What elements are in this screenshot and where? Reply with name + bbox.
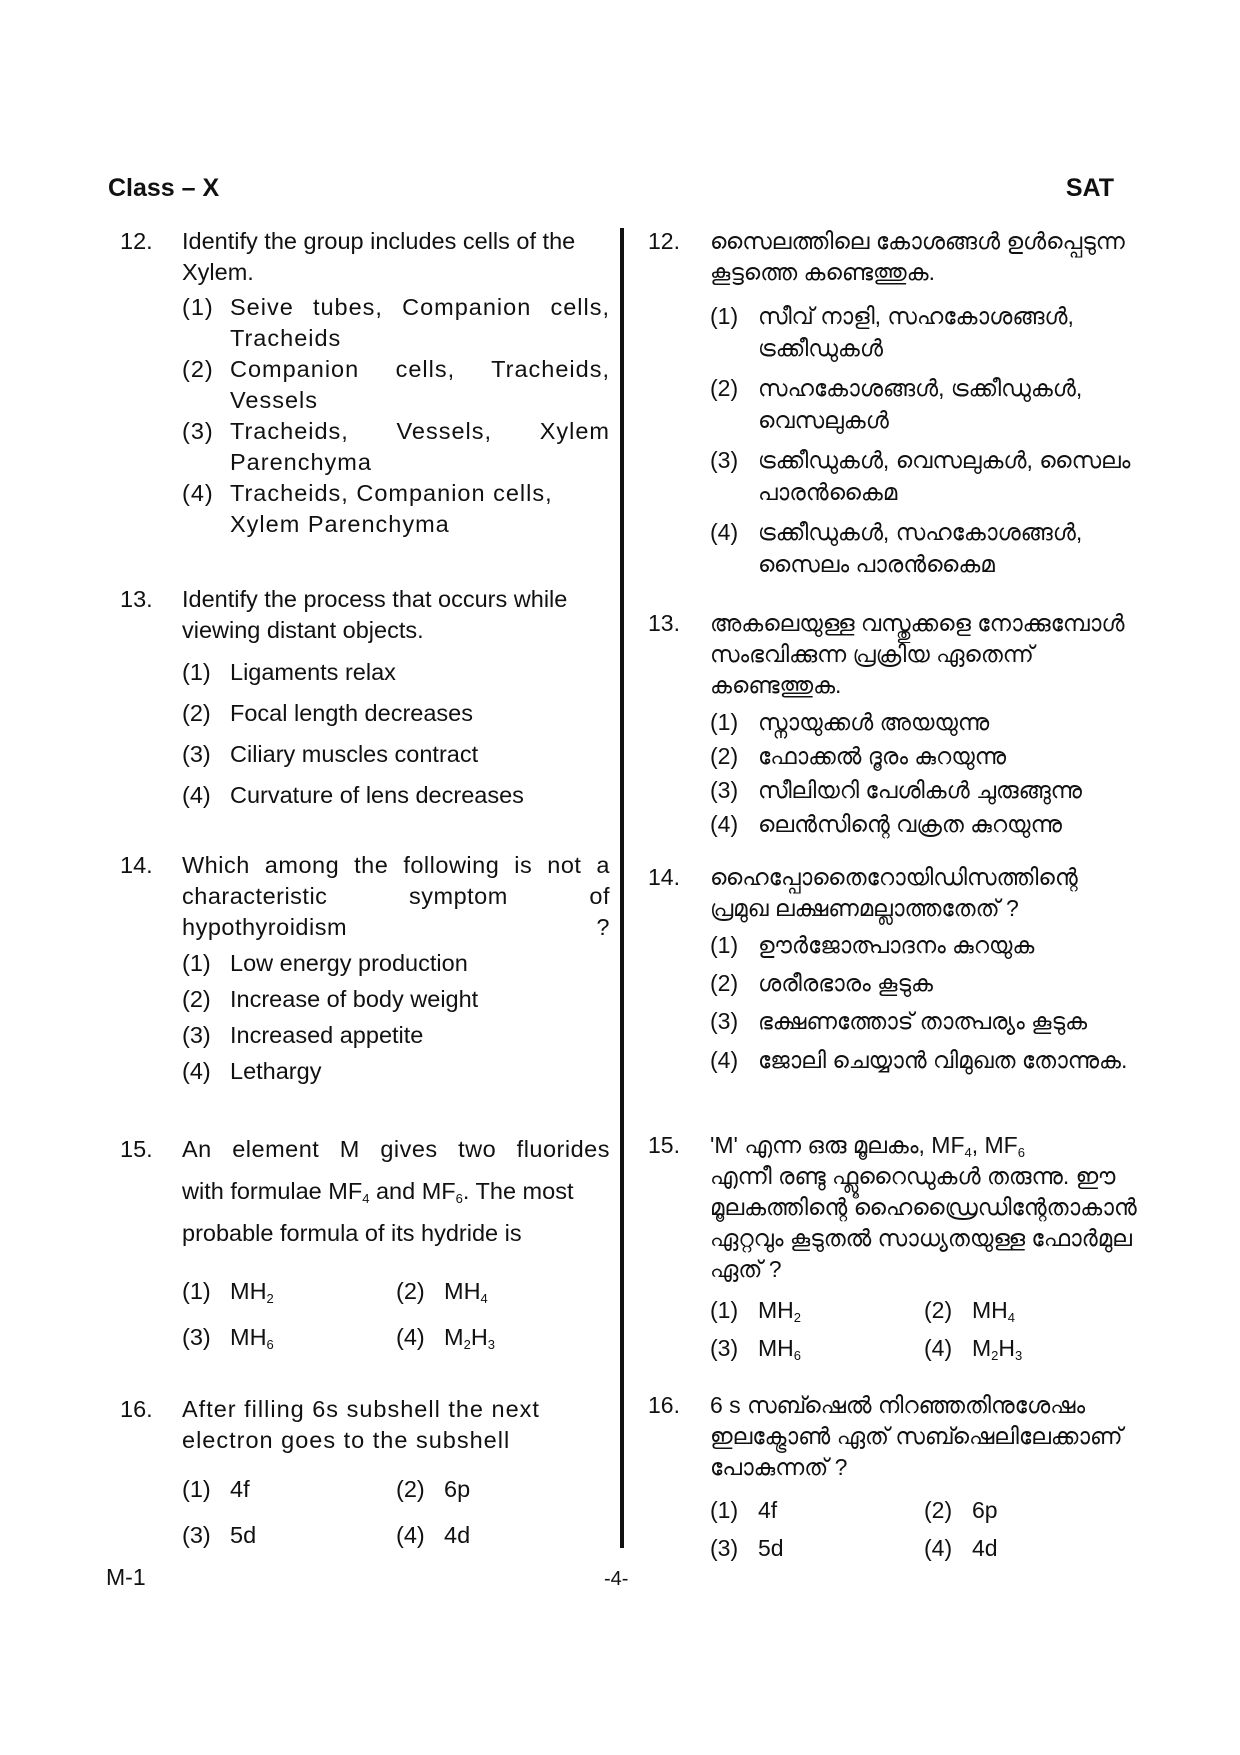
option-4: (4) ജോലി ചെയ്യാൻ വിമുഖത തോന്നുക. bbox=[710, 1047, 1128, 1073]
option-1: (1) സ്നായുക്കൾ അയയുന്നു bbox=[710, 709, 990, 735]
option-2: (2) $MH_4$ bbox=[396, 1278, 488, 1306]
option-4: (4) ലെൻസിന്റെ വക്രത കുറയുന്നു bbox=[710, 811, 1062, 837]
option-1: (1) $MH_2$ bbox=[182, 1278, 274, 1306]
option-3: (3) 5d bbox=[182, 1522, 257, 1548]
option-1: (1) Seive tubes, Companion cells, Tracheids bbox=[182, 294, 610, 351]
option-3: (3) ട്രക്കീഡുകൾ, വെസലുകൾ, സൈലം പാരൻകൈമ bbox=[710, 447, 1131, 505]
question-number: 13. bbox=[120, 586, 153, 612]
option-2: (2) Companion cells, Tracheids, Vessels bbox=[182, 356, 610, 413]
option-2: (2) 6p bbox=[924, 1497, 998, 1523]
question-stem: An element M gives two fluorides with formulae $MF_4$ and $MF_6$. The most probable formula of its hydride is bbox=[182, 1136, 610, 1246]
question-stem: Identify the process that occurs while viewing distant objects. bbox=[182, 586, 568, 643]
option-2: (2) Increase of body weight bbox=[182, 986, 479, 1012]
question-14-en bbox=[120, 850, 610, 1089]
question-number: 14. bbox=[648, 864, 680, 890]
question-13-ml bbox=[648, 608, 1138, 841]
question-stem: After filling 6s subshell the next electron goes to the subshell bbox=[182, 1396, 540, 1453]
class-header: Class – X bbox=[108, 174, 220, 202]
question-stem: Identify the group includes cells of the Xylem. bbox=[182, 228, 576, 285]
question-stem: Which among the following is not a characteristic symptom of hypothyroidism ? bbox=[182, 852, 610, 940]
question-number: 13. bbox=[648, 610, 680, 636]
option-4: (4) Tracheids, Companion cells, Xylem Parenchyma bbox=[182, 480, 553, 537]
option-4: (4) 4d bbox=[924, 1535, 998, 1561]
option-4: (4) $M_2H_3$ bbox=[396, 1324, 496, 1352]
question-stem: ഹൈപ്പോതൈറോയിഡിസത്തിന്റെ പ്രമുഖ ലക്ഷണമല്ലാത്തതേത് ? bbox=[710, 864, 1078, 921]
question-stem: 'M' എന്ന ഒരു മൂലകം, $MF_4$, $MF_6$ എന്നീ രണ്ടു ഫ്ലൂറൈഡുകൾ തരുന്നു. ഈ മൂലകത്തിന്റെ ഹൈഡ്രൈഡിന്റേതാകാൻ ഏറ്റവും കൂടുതൽ സാധ്യതയുള്ള ഫോർമുല ഏത് ? bbox=[710, 1132, 1137, 1282]
option-1: (1) 4f bbox=[182, 1476, 250, 1502]
option-4: (4) ട്രക്കീഡുകൾ, സഹകോശങ്ങൾ, സൈലം പാരൻകൈമ bbox=[710, 519, 1083, 577]
option-3: (3) $MH_6$ bbox=[182, 1324, 274, 1352]
question-number: 15. bbox=[648, 1132, 680, 1158]
question-16-ml bbox=[648, 1390, 1138, 1567]
option-1: (1) 4f bbox=[710, 1497, 778, 1523]
question-stem: അകലെയുള്ള വസ്തുക്കളെ നോക്കുമ്പോൾ സംഭവിക്കുന്ന പ്രക്രിയ ഏതെന്ന് കണ്ടെത്തുക. bbox=[710, 610, 1125, 698]
option-4: (4) 4d bbox=[396, 1522, 471, 1548]
option-2: (2) Focal length decreases bbox=[182, 700, 473, 726]
option-4: (4) $M_2H_3$ bbox=[924, 1335, 1023, 1363]
option-1: (1) സീവ് നാളി, സഹകോശങ്ങൾ, ട്രക്കീഡുകൾ bbox=[710, 303, 1074, 361]
question-12-en bbox=[120, 226, 610, 540]
paper-code: M-1 bbox=[106, 1564, 146, 1590]
option-1: (1) Ligaments relax bbox=[182, 659, 396, 685]
question-15-ml bbox=[648, 1130, 1138, 1367]
option-1: (1) Low energy production bbox=[182, 950, 468, 976]
column-divider bbox=[620, 228, 624, 1548]
question-15-en bbox=[120, 1128, 610, 1360]
option-4: (4) Curvature of lens decreases bbox=[182, 782, 524, 808]
question-number: 15. bbox=[120, 1136, 153, 1162]
option-3: (3) Ciliary muscles contract bbox=[182, 741, 479, 767]
option-2: (2) സഹകോശങ്ങൾ, ട്രക്കീഡുകൾ, വെസലുകൾ bbox=[710, 375, 1083, 433]
option-1: (1) ഊർജോത്പാദനം കുറയുക bbox=[710, 932, 1035, 958]
page-number: -4- bbox=[604, 1568, 629, 1590]
exam-header: SAT bbox=[1065, 174, 1114, 202]
question-14-ml bbox=[648, 862, 1138, 1076]
question-12-ml bbox=[648, 226, 1138, 580]
option-3: (3) $MH_6$ bbox=[710, 1335, 802, 1363]
option-2: (2) 6p bbox=[396, 1476, 471, 1502]
question-stem: സൈലത്തിലെ കോശങ്ങൾ ഉൾപ്പെടുന്ന കൂട്ടത്തെ കണ്ടെത്തുക. bbox=[710, 228, 1125, 285]
option-2: (2) ശരീരഭാരം കൂടുക bbox=[710, 970, 933, 996]
option-3: (3) ഭക്ഷണത്തോട് താത്പര്യം കൂടുക bbox=[710, 1008, 1088, 1034]
option-2: (2) ഫോക്കൽ ദൂരം കുറയുന്നു bbox=[710, 743, 1007, 769]
question-number: 16. bbox=[120, 1396, 153, 1422]
question-13-en bbox=[120, 584, 610, 816]
question-stem: 6 s സബ്ഷെൽ നിറഞ്ഞതിനുശേഷം ഇലക്ട്രോൺ ഏത് സബ്ഷെലിലേക്കാണ് പോകുന്നത് ? bbox=[710, 1392, 1123, 1480]
option-3: (3) Tracheids, Vessels, Xylem Parenchyma bbox=[182, 418, 610, 475]
question-16-en bbox=[120, 1394, 610, 1558]
option-1: (1) $MH_2$ bbox=[710, 1297, 802, 1325]
option-4: (4) Lethargy bbox=[182, 1058, 322, 1084]
option-3: (3) 5d bbox=[710, 1535, 784, 1561]
option-2: (2) $MH_4$ bbox=[924, 1297, 1016, 1325]
question-number: 12. bbox=[648, 228, 680, 254]
question-number: 12. bbox=[120, 228, 153, 254]
option-3: (3) സീലിയറി പേശികൾ ചുരുങ്ങുന്നു bbox=[710, 777, 1082, 803]
option-3: (3) Increased appetite bbox=[182, 1022, 424, 1048]
question-number: 14. bbox=[120, 852, 153, 878]
question-number: 16. bbox=[648, 1392, 680, 1418]
